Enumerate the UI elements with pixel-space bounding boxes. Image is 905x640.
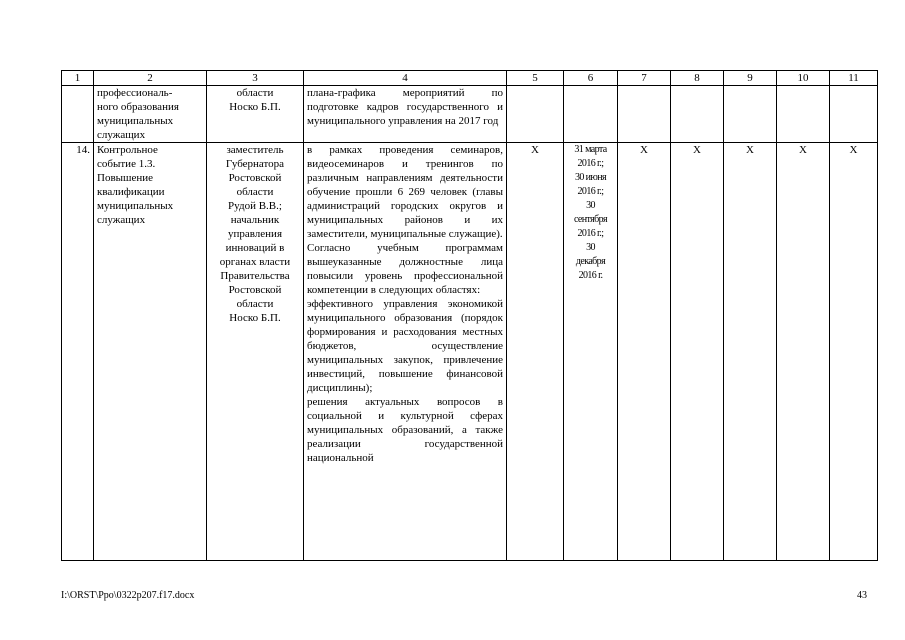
table-row-14	[62, 143, 878, 561]
footer-file-path: I:\ORST\Ppo\0322p207.f17.docx	[61, 590, 195, 601]
empty-cell	[724, 86, 777, 143]
event-name-cell: Контрольное событие 1.3. Повышение квалификации муниципальных служащих	[94, 143, 207, 561]
result-paragraph: эффективного управления экономикой муниципального образования (порядок формирования и расходования местных бюджетов, осуществление муниципальных закупок, привлечение инвестиций, повышение финансовой дисциплины);	[307, 298, 503, 394]
mark-cell: X	[724, 143, 777, 561]
report-table	[61, 70, 878, 561]
plan-mark-cell: X	[507, 143, 564, 561]
column-number: 6	[564, 71, 618, 86]
column-number: 11	[830, 71, 878, 86]
row-number-cell	[62, 86, 94, 143]
empty-cell	[507, 86, 564, 143]
result-cell: плана-графика мероприятий по подготовке кадров государственного и муниципального управления на 2017 год	[304, 86, 507, 143]
column-number: 7	[618, 71, 671, 86]
column-number: 8	[671, 71, 724, 86]
mark-cell: X	[777, 143, 830, 561]
empty-cell	[618, 86, 671, 143]
column-number: 10	[777, 71, 830, 86]
empty-cell	[777, 86, 830, 143]
column-number: 9	[724, 71, 777, 86]
result-cell	[304, 143, 507, 561]
responsible-cell: заместитель Губернатора Ростовской области Рудой В.В.; начальник управления инноваций в органах власти Правительства Ростовской области Носко Б.П.	[207, 143, 304, 561]
fact-date-cell: 31 марта 2016 г.; 30 июня 2016 г.; 30 сентября 2016 г.; 30 декабря 2016 г.	[564, 143, 618, 561]
mark-cell: X	[618, 143, 671, 561]
mark-cell: X	[671, 143, 724, 561]
column-number: 3	[207, 71, 304, 86]
column-number-row	[62, 71, 878, 86]
column-number: 2	[94, 71, 207, 86]
result-paragraph: решения актуальных вопросов в социальной и культурной сферах муниципальных образований, а также реализации государственной национальной	[307, 396, 503, 464]
page-number: 43	[857, 590, 867, 601]
empty-cell	[564, 86, 618, 143]
row-number-cell: 14.	[62, 143, 94, 561]
result-paragraph: Согласно учебным программам вышеуказанные должностные лица повысили уровень профессиональной компетенции в следующих областях:	[307, 242, 503, 296]
responsible-cell: области Носко Б.П.	[207, 86, 304, 143]
empty-cell	[830, 86, 878, 143]
event-name-cell: профессиональ- ного образования муниципальных служащих	[94, 86, 207, 143]
mark-cell: X	[830, 143, 878, 561]
result-paragraph: в рамках проведения семинаров, видеосеминаров и тренингов по различным направлениям деятельности обучение прошли 6 269 человек (главы администраций городских округов и муниципальных районов и их заместители, муниципальные служащие).	[307, 144, 503, 240]
table-row-continuation	[62, 86, 878, 143]
column-number: 4	[304, 71, 507, 86]
column-number: 1	[62, 71, 94, 86]
column-number: 5	[507, 71, 564, 86]
empty-cell	[671, 86, 724, 143]
